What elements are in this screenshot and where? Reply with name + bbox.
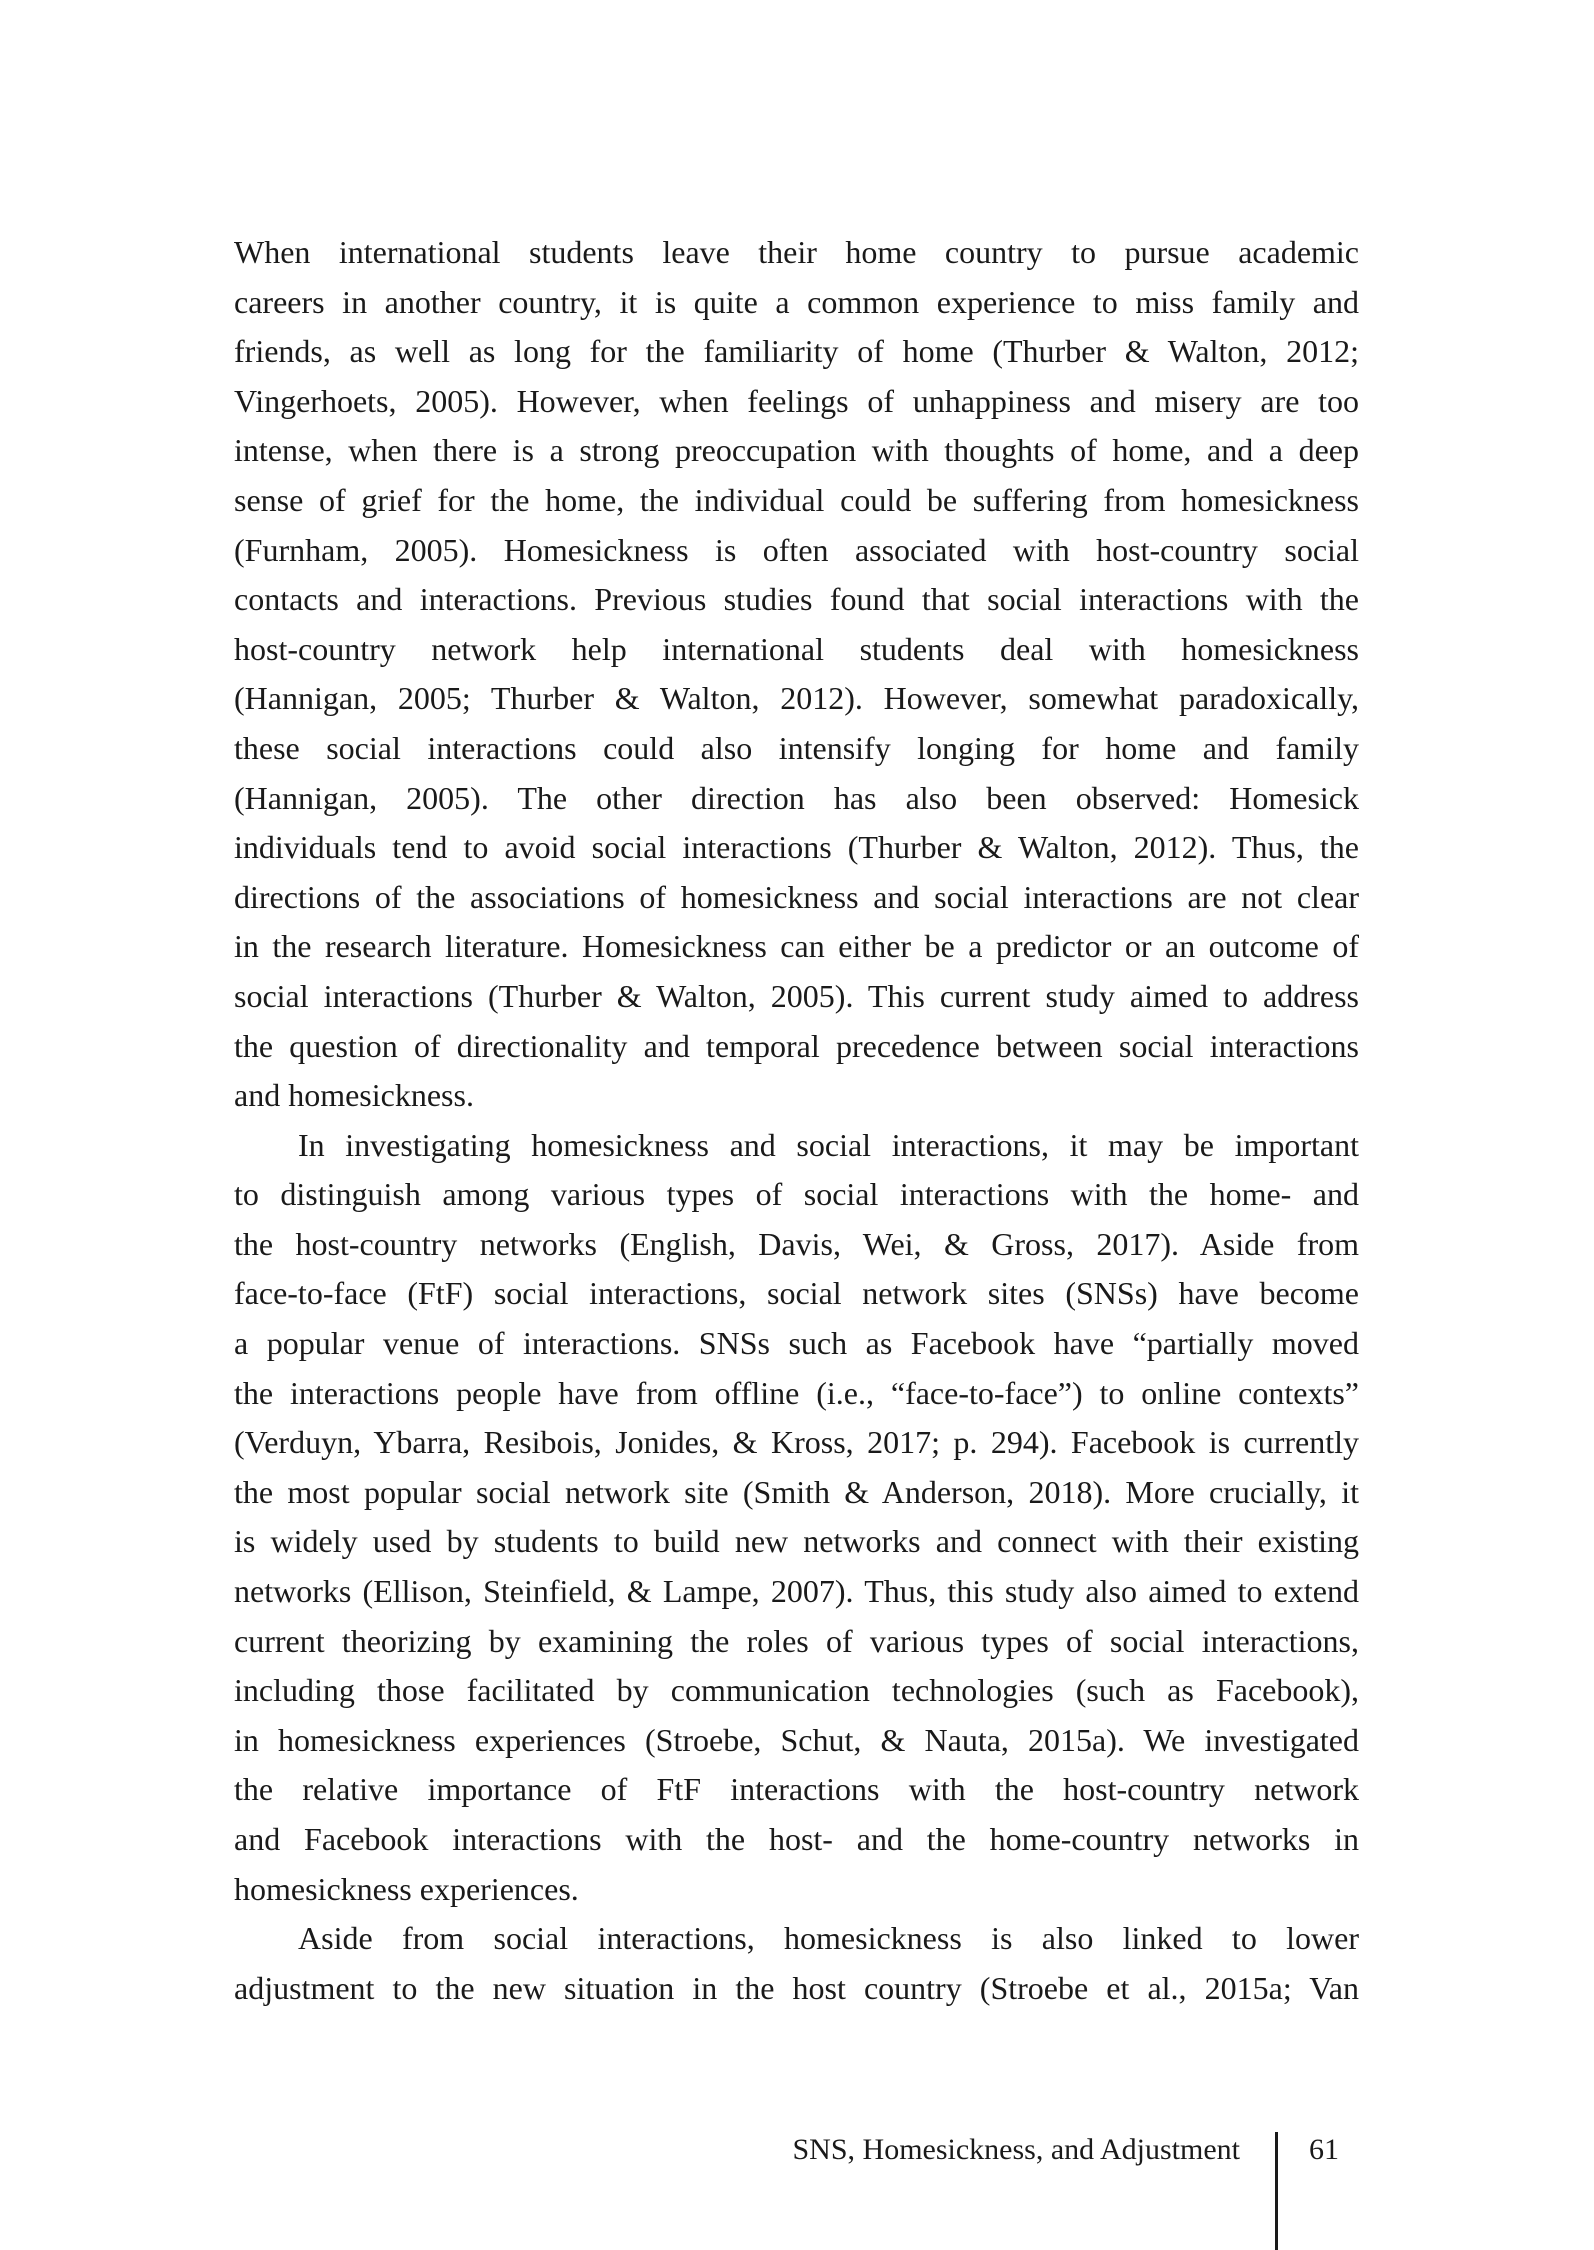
text-line: friends, as well as long for the familiarity of home (Thurber & Walton, 2012; bbox=[234, 333, 1359, 370]
footer-divider bbox=[1275, 2132, 1278, 2250]
text-line: a popular venue of interactions. SNSs such as Facebook have “partially moved bbox=[234, 1325, 1359, 1362]
text-line: the most popular social network site (Smith & Anderson, 2018). More crucially, it bbox=[234, 1473, 1359, 1510]
text-line: contacts and interactions. Previous studies found that social interactions with the bbox=[234, 581, 1359, 618]
text-line: the interactions people have from offline (i.e., “face-to-face”) to online contexts” bbox=[234, 1374, 1359, 1411]
text-line: intense, when there is a strong preoccupation with thoughts of home, and a deep bbox=[234, 432, 1359, 469]
paragraph-2 bbox=[234, 1121, 1359, 1915]
text-line: current theorizing by examining the roles of various types of social interactions, bbox=[234, 1622, 1359, 1659]
text-line: directions of the associations of homesickness and social interactions are not clear bbox=[234, 878, 1359, 915]
text-line: individuals tend to avoid social interactions (Thurber & Walton, 2012). Thus, the bbox=[234, 829, 1359, 866]
text-line: to distinguish among various types of social interactions with the home- and bbox=[234, 1176, 1359, 1213]
text-line: including those facilitated by communication technologies (such as Facebook), bbox=[234, 1672, 1359, 1709]
page-footer bbox=[0, 2118, 1594, 2250]
text-line: networks (Ellison, Steinfield, & Lampe, 2007). Thus, this study also aimed to extend bbox=[234, 1573, 1359, 1610]
text-line: (Verduyn, Ybarra, Resibois, Jonides, & Kross, 2017; p. 294). Facebook is currently bbox=[234, 1424, 1359, 1461]
text-line: these social interactions could also intensify longing for home and family bbox=[234, 729, 1359, 766]
text-line: in homesickness experiences (Stroebe, Schut, & Nauta, 2015a). We investigated bbox=[234, 1721, 1359, 1758]
text-line: the relative importance of FtF interactions with the host-country network bbox=[234, 1771, 1359, 1808]
text-line: sense of grief for the home, the individual could be suffering from homesickness bbox=[234, 481, 1359, 518]
text-line: (Hannigan, 2005). The other direction has also been observed: Homesick bbox=[234, 779, 1359, 816]
text-line: adjustment to the new situation in the host country (Stroebe et al., 2015a; Van bbox=[234, 1969, 1359, 2006]
page-body bbox=[234, 228, 1359, 2013]
text-line: the host-country networks (English, Davis, Wei, & Gross, 2017). Aside from bbox=[234, 1225, 1359, 1262]
text-line: host-country network help international students deal with homesickness bbox=[234, 630, 1359, 667]
text-line: in the research literature. Homesickness can either be a predictor or an outcome of bbox=[234, 928, 1359, 965]
text-line: is widely used by students to build new networks and connect with their existing bbox=[234, 1523, 1359, 1560]
text-line: the question of directionality and temporal precedence between social interactions bbox=[234, 1027, 1359, 1064]
text-line: (Hannigan, 2005; Thurber & Walton, 2012). However, somewhat paradoxically, bbox=[234, 680, 1359, 717]
text-line: homesickness experiences. bbox=[234, 1870, 579, 1907]
text-line: When international students leave their home country to pursue academic bbox=[234, 234, 1359, 270]
text-line: careers in another country, it is quite a common experience to miss family and bbox=[234, 283, 1359, 320]
text-line: In investigating homesickness and social interactions, it may be important bbox=[298, 1126, 1359, 1163]
page-number: 61 bbox=[1309, 2133, 1339, 2166]
text-line: (Furnham, 2005). Homesickness is often associated with host-country social bbox=[234, 531, 1359, 568]
text-line: Vingerhoets, 2005). However, when feelings of unhappiness and misery are too bbox=[234, 382, 1359, 419]
text-line: Aside from social interactions, homesickness is also linked to lower bbox=[298, 1920, 1359, 1957]
text-line: and homesickness. bbox=[234, 1077, 474, 1114]
paragraph-1 bbox=[234, 228, 1359, 1121]
paragraph-3 bbox=[234, 1914, 1359, 2013]
text-line: social interactions (Thurber & Walton, 2005). This current study aimed to address bbox=[234, 977, 1359, 1014]
running-title: SNS, Homesickness, and Adjustment bbox=[792, 2133, 1240, 2166]
text-line: and Facebook interactions with the host- and the home-country networks in bbox=[234, 1821, 1359, 1857]
text-line: face-to-face (FtF) social interactions, social network sites (SNSs) have become bbox=[234, 1275, 1359, 1312]
